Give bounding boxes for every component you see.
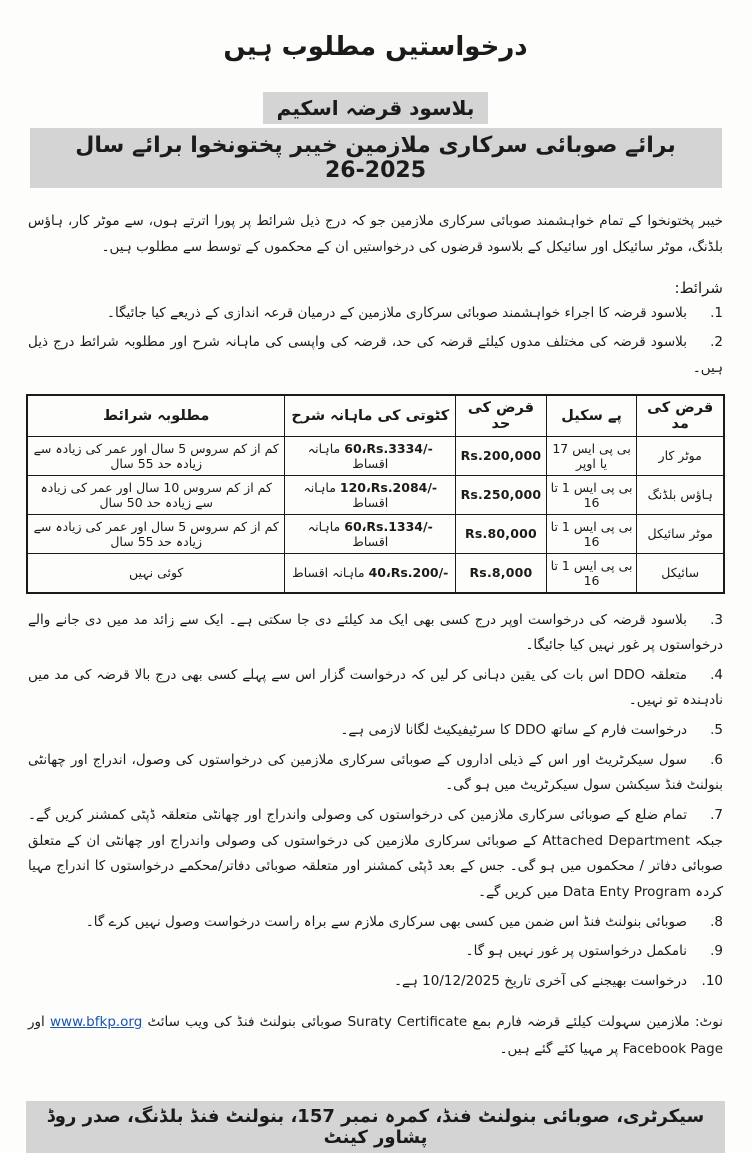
condition-item-4 xyxy=(28,663,723,714)
conditions-heading: شرائط: xyxy=(674,278,723,297)
item-text: صوبائی بنولنٹ فنڈ اس ضمن میں کسی بھی سرکاری ملازم سے براہ راست درخواست وصول نہیں کرے گا۔ xyxy=(85,913,687,930)
note-prefix: نوٹ: ملازمین سہولت کیلئے قرضہ فارم بمع Suraty Certificate صوبائی بنولنٹ فنڈ کی ویب سائٹ xyxy=(142,1013,723,1030)
item-text: بلاسود قرضہ کا اجراء خواہشمند صوبائی سرکاری ملازمین کے درمیان قرعہ اندازی کے ذریعے کیا جائیگا۔ xyxy=(107,304,687,321)
item-number: 2. xyxy=(710,334,723,351)
cell-deduction xyxy=(285,514,456,553)
item-text: تمام ضلع کے صوبائی سرکاری ملازمین کی درخواستوں کی وصولی واندراج اور چھانٹی متعلقہ ڈپٹی کمشنر کریں گے۔ جبکہ Attached Department کے صوبائی سرکاری ملازمین کی درخواستوں کی وصولی واندراج اور چھانٹی ان کے متعلق صوبائی دفاتر / محکموں میں ہو گی۔ جس کے بعد ڈپٹی کمشنر اور متعلقہ صوبائی دفاتر/محکمے درخواستوں کا اندراج مہیا کردہ Data Enty Program میں کریں گے۔ xyxy=(28,807,724,900)
installment-label: ماہانہ اقساط xyxy=(307,440,389,471)
condition-item-8 xyxy=(28,910,723,936)
item-number: 9. xyxy=(710,943,723,960)
conditions-list xyxy=(26,608,725,995)
col-header-requirements: مطلوبہ شرائط xyxy=(27,395,285,437)
cell-limit: Rs.200,000 xyxy=(456,436,547,475)
scheme-subtitle: برائے صوبائی سرکاری ملازمین خیبر پختونخوا برائے سال 2025-26 xyxy=(30,128,722,188)
installment-amount: 120،Rs.2084/- xyxy=(339,479,438,495)
condition-item-5 xyxy=(28,718,723,744)
item-number: 8. xyxy=(710,913,723,930)
condition-item-9 xyxy=(28,939,723,965)
cell-deduction xyxy=(285,553,456,593)
cell-deduction xyxy=(285,436,456,475)
item-number: 4. xyxy=(710,666,723,683)
page-title: درخواستیں مطلوب ہیں xyxy=(223,32,528,62)
scheme-heading-block xyxy=(26,92,725,188)
cell-requirements: کم از کم سروس 5 سال اور عمر کی زیادہ سے زیادہ حد 55 سال xyxy=(27,436,285,475)
table-row xyxy=(27,475,724,514)
item-number: 5. xyxy=(710,722,723,739)
item-text: بلاسود قرضہ کی مختلف مدوں کیلئے قرضہ کی حد، قرضہ کی واپسی کی ماہانہ شرح اور مطلوبہ شرائط درج ذیل ہیں۔ xyxy=(28,334,723,376)
cell-category: ہاؤس بلڈنگ xyxy=(637,475,724,514)
condition-item-3 xyxy=(28,608,723,659)
cell-pay-scale: بی پی ایس 1 تا 16 xyxy=(546,514,637,553)
item-number: 7. xyxy=(710,807,723,824)
item-number: 1. xyxy=(710,304,723,321)
cell-category: سائیکل xyxy=(637,553,724,593)
item-text: درخواست فارم کے ساتھ DDO کا سرٹیفیکیٹ لگانا لازمی ہے۔ xyxy=(340,722,687,739)
item-number: 6. xyxy=(710,751,723,768)
cell-pay-scale: بی پی ایس 1 تا 16 xyxy=(546,553,637,593)
item-text: بلاسود قرضہ کی درخواست اوپر درج کسی بھی ایک مد کیلئے دی جا سکتی ہے۔ ایک سے زائد مد میں دی جانے والے درخواستوں پر غور نہیں کیا جائیگا۔ xyxy=(28,611,723,654)
installment-label: ماہانہ اقساط xyxy=(303,479,389,510)
condition-item-10 xyxy=(28,969,723,995)
footer-address: سیکرٹری، صوبائی بنولنٹ فنڈ، کمرہ نمبر 157، بنولنٹ فنڈ بلڈنگ، صدر روڈ پشاور کینٹ xyxy=(26,1101,725,1153)
item-text: نامکمل درخواستوں پر غور نہیں ہو گا۔ xyxy=(465,943,687,960)
cell-pay-scale: بی پی ایس 1 تا 16 xyxy=(546,475,637,514)
installment-amount: 60،Rs.3334/- xyxy=(344,440,433,456)
cell-category: موٹر کار xyxy=(637,436,724,475)
installment-amount: 40،Rs.200/- xyxy=(368,565,449,581)
col-header-pay-scale: پے سکیل xyxy=(546,395,637,437)
condition-item-1 xyxy=(28,301,723,327)
installment-label: ماہانہ اقساط xyxy=(292,565,365,581)
col-header-category: قرض کی مد xyxy=(637,395,724,437)
cell-limit: Rs.250,000 xyxy=(456,475,547,514)
installment-amount: 60،Rs.1334/- xyxy=(344,518,433,534)
cell-limit: Rs.8,000 xyxy=(456,553,547,593)
item-number: 3. xyxy=(710,611,723,628)
installment-label: ماہانہ اقساط xyxy=(307,518,389,549)
note-paragraph xyxy=(28,1009,723,1063)
footer-block xyxy=(26,1101,725,1153)
col-header-deduction: کٹوتی کی ماہانہ شرح xyxy=(285,395,456,437)
item-text: سول سیکرٹریٹ اور اس کے ذیلی اداروں کے صوبائی سرکاری ملازمین کی درخواستوں کی وصول، اندراج اور چھانٹی بنولنٹ فنڈ سیکشن سول سیکرٹریٹ میں ہو گی۔ xyxy=(28,751,723,794)
table-row xyxy=(27,553,724,593)
item-number: 10. xyxy=(701,972,723,989)
table-row xyxy=(27,436,724,475)
cell-pay-scale: بی پی ایس 17 یا اوپر xyxy=(546,436,637,475)
intro-paragraph: خیبر پختونخوا کے تمام خواہشمند صوبائی سرکاری ملازمین جو کہ درج ذیل شرائط پر پورا اترتے ہوں، سے موٹر کار، ہاؤس بلڈنگ، موٹر سائیکل اور سائیکل کے بلاسود قرضوں کی درخواستیں ان کے محکموں کے توسط سے مطلوب ہیں۔ xyxy=(28,213,723,256)
col-header-limit: قرض کی حد xyxy=(456,395,547,437)
cell-deduction xyxy=(285,475,456,514)
cell-requirements: کم از کم سروس 10 سال اور عمر کی زیادہ سے زیادہ حد 50 سال xyxy=(27,475,285,514)
note-suffix: اور Facebook Page پر مہیا کئے گئے ہیں۔ xyxy=(28,1013,723,1057)
condition-item-2 xyxy=(28,330,723,381)
cell-requirements: کوئی نہیں xyxy=(27,553,285,593)
website-link[interactable]: www.bfkp.org xyxy=(50,1013,143,1030)
item-text: درخواست بھیجنے کی آخری تاریخ 10/12/2025 ہے۔ xyxy=(394,972,687,989)
condition-item-6 xyxy=(28,748,723,799)
loan-table xyxy=(26,394,725,594)
table-row xyxy=(27,514,724,553)
condition-item-7 xyxy=(28,803,723,906)
cell-limit: Rs.80,000 xyxy=(456,514,547,553)
item-text: متعلقہ DDO اس بات کی یقین دہانی کر لیں کہ درخواست گزار اس سے پہلے کسی بھی درج بالا قرضہ کی مد میں نادہندہ تو نہیں۔ xyxy=(28,666,723,709)
table-header-row xyxy=(27,395,724,437)
scheme-title: بلاسود قرضہ اسکیم xyxy=(263,92,489,124)
cell-requirements: کم از کم سروس 5 سال اور عمر کی زیادہ سے زیادہ حد 55 سال xyxy=(27,514,285,553)
cell-category: موٹر سائیکل xyxy=(637,514,724,553)
